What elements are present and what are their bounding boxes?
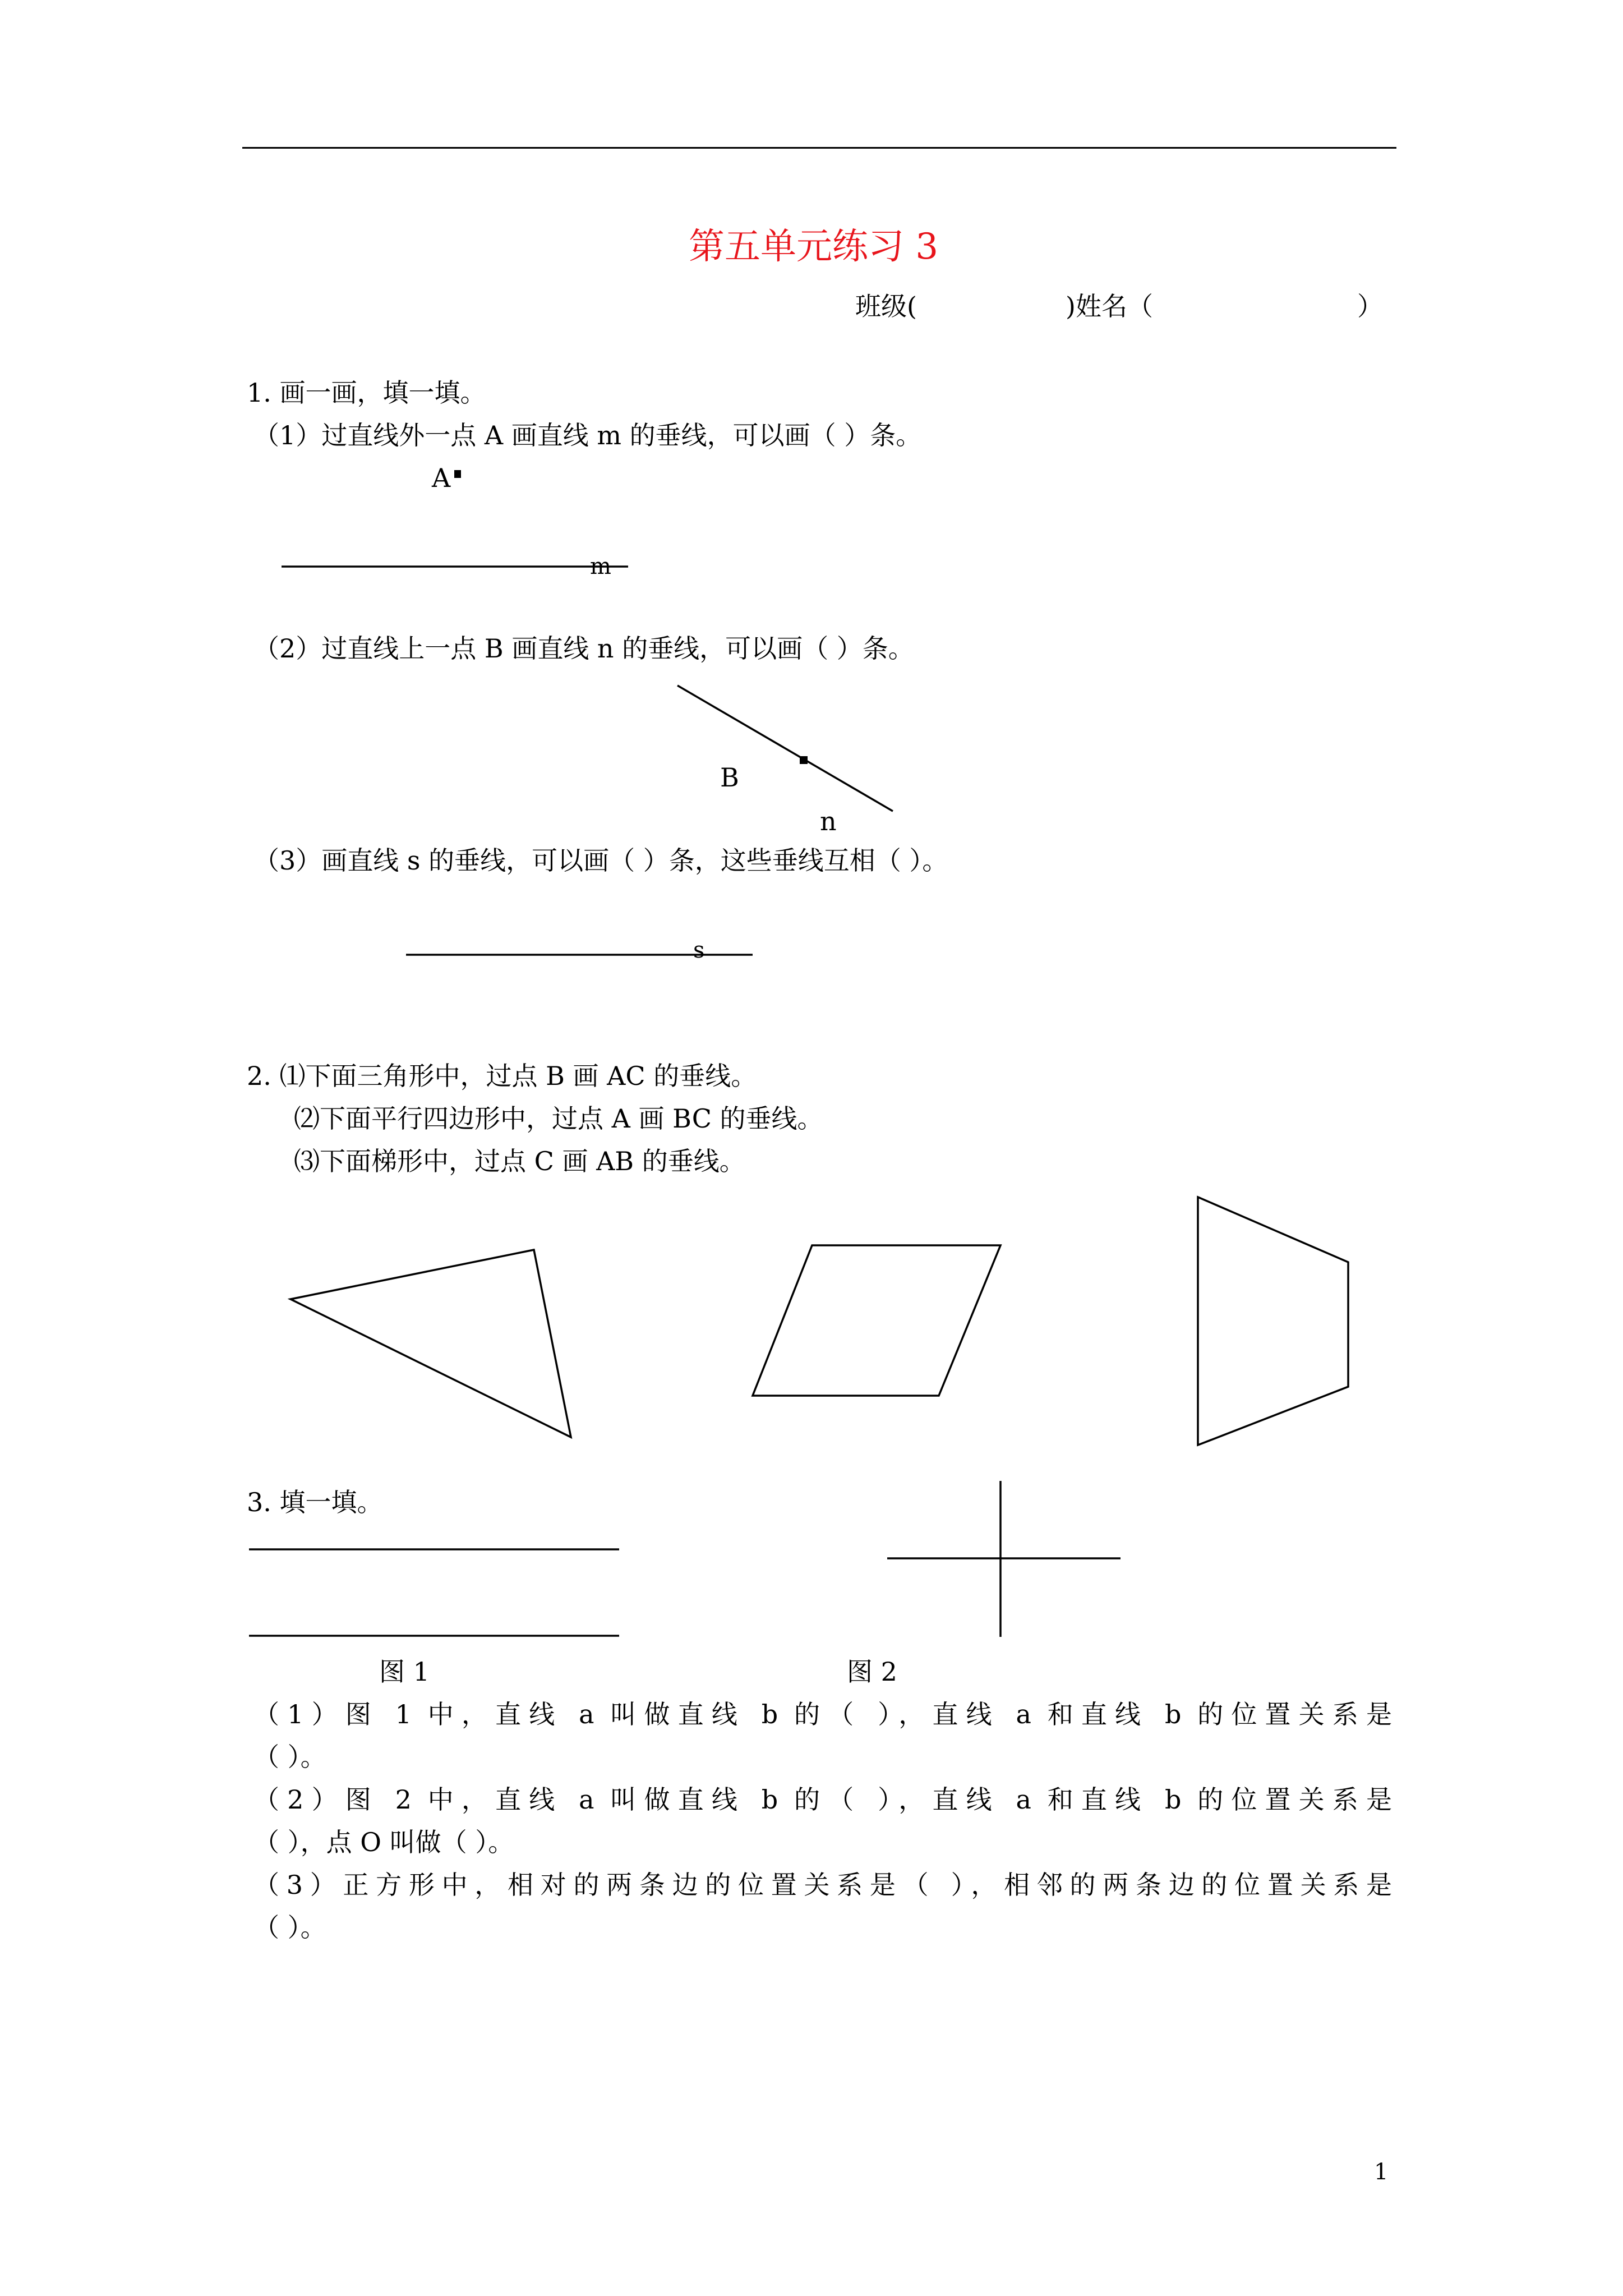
line-n-label: n (820, 806, 837, 836)
name-label: )姓名（ (1066, 291, 1153, 321)
page-title: 第五单元练习 3 (689, 226, 939, 268)
q3-s3-line1: （3）正方形中，相对的两条边的位置关系是（ ），相邻的两条边的位置关系是 (253, 1870, 1392, 1900)
name-close-paren: ） (1357, 291, 1383, 321)
parallelogram-shape (753, 1245, 1000, 1396)
q1-part3: （3）画直线 s 的垂线，可以画（ ）条，这些垂线互相（ ）。 (253, 845, 948, 876)
line-m-label: m (590, 554, 611, 579)
point-A-marker (454, 470, 461, 478)
line-n (677, 685, 893, 811)
q3-s2-line2: （ ），点 O 叫做（ ）。 (253, 1827, 514, 1857)
q2-line2: ⑵下面平行四边形中，过点 A 画 BC 的垂线。 (294, 1103, 823, 1134)
q3-s2-line1: （2）图 2 中，直线 a 叫做直线 b 的（ ），直线 a 和直线 b 的位置关系是 (253, 1784, 1392, 1815)
q2-line1: 2. ⑴下面三角形中，过点 B 画 AC 的垂线。 (247, 1061, 757, 1091)
triangle-shape (291, 1250, 571, 1437)
point-A-label: A (432, 463, 451, 493)
point-B-label: B (720, 762, 739, 793)
figure1-label: 图 1 (379, 1657, 430, 1687)
q1-heading: 1. 画一画，填一填。 (247, 378, 486, 408)
q3-s1-line2: （ ）。 (253, 1742, 326, 1772)
line-s-label: s (693, 937, 705, 963)
q1-part2: （2）过直线上一点 B 画直线 n 的垂线，可以画（ ）条。 (253, 633, 914, 664)
page-number: 1 (1374, 2159, 1389, 2185)
q3-heading: 3. 填一填。 (247, 1487, 383, 1517)
q3-s1-line1: （1）图 1 中，直线 a 叫做直线 b 的（ ），直线 a 和直线 b 的位置关系是 (253, 1699, 1392, 1729)
q1-part1: （1）过直线外一点 A 画直线 m 的垂线，可以画（ ）条。 (253, 420, 922, 450)
q2-line3: ⑶下面梯形中，过点 C 画 AB 的垂线。 (294, 1146, 745, 1176)
class-label: 班级( (855, 291, 917, 321)
q3-s3-line2: （ ）。 (253, 1912, 326, 1943)
point-B-marker (800, 756, 808, 764)
trapezoid-shape (1198, 1197, 1348, 1445)
figure2-label: 图 2 (847, 1657, 897, 1687)
